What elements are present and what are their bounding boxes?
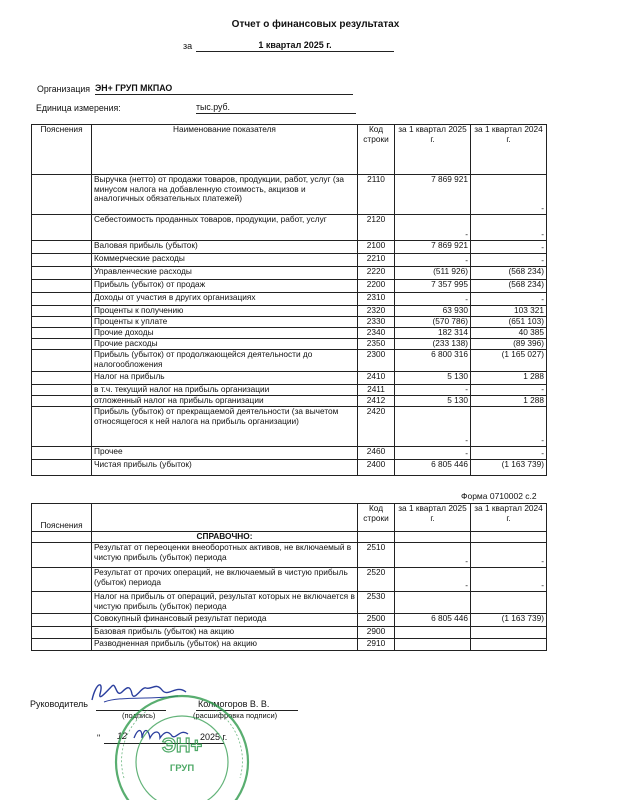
cell-prev: - [471, 241, 547, 254]
cell-code: 2220 [358, 267, 395, 280]
cell-name: Управленческие расходы [92, 267, 358, 280]
report-period: 1 квартал 2025 г. [196, 40, 394, 52]
cell-notes [32, 215, 92, 241]
ref-header-notes: Пояснения [32, 504, 92, 532]
ref_table-row [32, 568, 547, 592]
cell-name: Выручка (нетто) от продажи товаров, продукции, работ, услуг (за минусом налога на добавленную стоимость, акцизов и аналогичных обязательных платежей) [92, 175, 358, 215]
cell-prev: - [471, 215, 547, 241]
main_table-row [32, 280, 547, 293]
head-name: Колмогоров В. В. [198, 699, 270, 709]
cell-notes [32, 592, 92, 614]
cell-name: Результат от переоценки внеоборотных активов, не включаемый в чистую прибыль (убыток) периода [92, 543, 358, 568]
cell-name: Себестоимость проданных товаров, продукции, работ, услуг [92, 215, 358, 241]
cell-cur: - [395, 447, 471, 460]
period-prefix: за [183, 41, 193, 51]
ref_table-row [32, 543, 547, 568]
cell-name: Прочие расходы [92, 339, 358, 350]
cell-prev: - [471, 385, 547, 396]
ref_table-row [32, 627, 547, 639]
cell-name: Валовая прибыль (убыток) [92, 241, 358, 254]
signature-caption: (подпись) [122, 711, 156, 720]
header-name: Наименование показателя [92, 125, 358, 175]
cell-cur: - [395, 293, 471, 306]
cell-prev: 40 385 [471, 328, 547, 339]
ref_table-row [32, 592, 547, 614]
cell-notes [32, 627, 92, 639]
cell-name: Прибыль (убыток) от продолжающейся деятельности до налогообложения [92, 350, 358, 372]
cell-cur: 6 800 316 [395, 350, 471, 372]
cell-prev: (1 163 739) [471, 460, 547, 476]
cell-name: Коммерческие расходы [92, 254, 358, 267]
cell-code: 2460 [358, 447, 395, 460]
head-label: Руководитель [30, 699, 88, 709]
cell-name: Прочее [92, 447, 358, 460]
main_table-row [32, 385, 547, 396]
cell-prev: - [471, 447, 547, 460]
cell-notes [32, 175, 92, 215]
cell-prev: - [471, 293, 547, 306]
cell-notes [32, 280, 92, 293]
cell-notes [32, 568, 92, 592]
cell-cur: 7 869 921 [395, 241, 471, 254]
main_table-row [32, 460, 547, 476]
cell-notes [32, 350, 92, 372]
cell-code: 2110 [358, 175, 395, 215]
main_table-row [32, 372, 547, 385]
main_table-row [32, 254, 547, 267]
cell-notes [32, 267, 92, 280]
organization-name: ЭН+ ГРУП МКПАО [95, 83, 353, 95]
cell-code: 2120 [358, 215, 395, 241]
cell-notes [32, 407, 92, 447]
cell-notes [32, 254, 92, 267]
main_table-row [32, 293, 547, 306]
cell-code: 2330 [358, 317, 395, 328]
ref-section-prev [471, 532, 547, 543]
cell-code: 2411 [358, 385, 395, 396]
cell-code: 2410 [358, 372, 395, 385]
cell-prev: 103 321 [471, 306, 547, 317]
cell-notes [32, 241, 92, 254]
form-number: Форма 0710002 с.2 [461, 491, 537, 501]
reference-table [31, 503, 547, 651]
cell-code: 2210 [358, 254, 395, 267]
cell-prev: (1 163 739) [471, 614, 547, 627]
cell-cur: 6 805 446 [395, 614, 471, 627]
cell-cur: - [395, 215, 471, 241]
cell-code: 2412 [358, 396, 395, 407]
main_table-row [32, 267, 547, 280]
cell-cur: (233 138) [395, 339, 471, 350]
cell-code: 2200 [358, 280, 395, 293]
cell-code: 2340 [358, 328, 395, 339]
main-table-header [32, 125, 547, 175]
cell-prev: 1 288 [471, 372, 547, 385]
cell-cur: 7 869 921 [395, 175, 471, 215]
cell-cur: - [395, 385, 471, 396]
cell-cur: 5 130 [395, 372, 471, 385]
cell-name: в т.ч. текущий налог на прибыль организации [92, 385, 358, 396]
cell-prev [471, 592, 547, 614]
ref-header-code: Код строки [358, 504, 395, 532]
cell-prev: (568 234) [471, 267, 547, 280]
cell-code: 2300 [358, 350, 395, 372]
cell-name: Проценты к получению [92, 306, 358, 317]
cell-cur: 182 314 [395, 328, 471, 339]
cell-prev [471, 639, 547, 651]
cell-name: Базовая прибыль (убыток) на акцию [92, 627, 358, 639]
cell-code: 2520 [358, 568, 395, 592]
cell-name: Проценты к уплате [92, 317, 358, 328]
cell-notes [32, 639, 92, 651]
cell-prev: - [471, 568, 547, 592]
main_table-row [32, 175, 547, 215]
ref_table-row [32, 639, 547, 651]
date-day: 12 [117, 731, 128, 741]
ref-section-cur [395, 532, 471, 543]
cell-code: 2500 [358, 614, 395, 627]
cell-name: Доходы от участия в других организациях [92, 293, 358, 306]
cell-code: 2310 [358, 293, 395, 306]
cell-cur: - [395, 543, 471, 568]
stamp-logo-text: ЭН+ [161, 735, 203, 757]
ref-header-current-period: за 1 квартал 2025 г. [395, 504, 471, 532]
header-current-period: за 1 квартал 2025 г. [395, 125, 471, 175]
header-notes: Пояснения [32, 125, 92, 175]
cell-notes [32, 614, 92, 627]
cell-prev [471, 627, 547, 639]
cell-notes [32, 447, 92, 460]
financial-results-table [31, 124, 547, 476]
cell-cur [395, 592, 471, 614]
main_table-row [32, 306, 547, 317]
cell-code: 2510 [358, 543, 395, 568]
cell-name: Прибыль (убыток) от прекращаемой деятельности (за вычетом относящегося к ней налога на прибыль организации) [92, 407, 358, 447]
ref-table-header [32, 504, 547, 532]
stamp-group-text: ГРУП [169, 763, 195, 774]
cell-prev: - [471, 543, 547, 568]
cell-prev: 1 288 [471, 396, 547, 407]
cell-prev: - [471, 254, 547, 267]
cell-cur: - [395, 407, 471, 447]
unit-value: тыс.руб. [196, 102, 356, 114]
cell-notes [32, 317, 92, 328]
ref-header-empty [92, 504, 358, 532]
cell-notes [32, 328, 92, 339]
cell-notes [32, 460, 92, 476]
cell-cur: 5 130 [395, 396, 471, 407]
cell-name: Совокупный финансовый результат периода [92, 614, 358, 627]
cell-name: Чистая прибыль (убыток) [92, 460, 358, 476]
cell-notes [32, 306, 92, 317]
cell-notes [32, 396, 92, 407]
cell-prev: - [471, 407, 547, 447]
cell-code: 2400 [358, 460, 395, 476]
cell-cur: 6 805 446 [395, 460, 471, 476]
cell-prev: (89 396) [471, 339, 547, 350]
main_table-row [32, 350, 547, 372]
header-previous-period: за 1 квартал 2024 г. [471, 125, 547, 175]
cell-name: Результат от прочих операций, не включаемый в чистую прибыль (убыток) периода [92, 568, 358, 592]
cell-prev: - [471, 175, 547, 215]
ref-header-previous-period: за 1 квартал 2024 г. [471, 504, 547, 532]
cell-notes [32, 293, 92, 306]
main_table-row [32, 215, 547, 241]
date-year: 2025 г. [200, 732, 228, 742]
cell-code: 2910 [358, 639, 395, 651]
cell-code: 2900 [358, 627, 395, 639]
ref-section-notes [32, 532, 92, 543]
main_table-row [32, 407, 547, 447]
cell-code: 2350 [358, 339, 395, 350]
cell-cur: - [395, 254, 471, 267]
main_table-row [32, 339, 547, 350]
main_table-row [32, 328, 547, 339]
cell-notes [32, 385, 92, 396]
cell-cur: - [395, 568, 471, 592]
cell-code: 2100 [358, 241, 395, 254]
main_table-row [32, 317, 547, 328]
cell-notes [32, 372, 92, 385]
header-code: Код строки [358, 125, 395, 175]
cell-cur: 63 930 [395, 306, 471, 317]
cell-cur: 7 357 995 [395, 280, 471, 293]
cell-name: Прибыль (убыток) от продаж [92, 280, 358, 293]
main_table-row [32, 447, 547, 460]
main_table-row [32, 396, 547, 407]
company-stamp [108, 688, 256, 800]
cell-prev: (1 165 027) [471, 350, 547, 372]
cell-name: Налог на прибыль от операций, результат которых не включается в чистую прибыль (убыток) периода [92, 592, 358, 614]
ref_table-row [32, 614, 547, 627]
cell-notes [32, 543, 92, 568]
main_table-row [32, 241, 547, 254]
unit-label: Единица измерения: [36, 103, 121, 113]
cell-code: 2320 [358, 306, 395, 317]
cell-prev: (651 103) [471, 317, 547, 328]
cell-prev: (568 234) [471, 280, 547, 293]
cell-name: Прочие доходы [92, 328, 358, 339]
cell-name: Налог на прибыль [92, 372, 358, 385]
ref-section-code [358, 532, 395, 543]
name-caption: (расшифровка подписи) [193, 711, 278, 720]
cell-name: Разводненная прибыль (убыток) на акцию [92, 639, 358, 651]
cell-code: 2420 [358, 407, 395, 447]
report-title: Отчет о финансовых результатах [231, 19, 400, 30]
cell-cur: (511 926) [395, 267, 471, 280]
cell-cur [395, 627, 471, 639]
cell-notes [32, 339, 92, 350]
ref-section-title: СПРАВОЧНО: [92, 532, 358, 543]
cell-cur: (570 786) [395, 317, 471, 328]
organization-label: Организация [37, 84, 91, 94]
cell-code: 2530 [358, 592, 395, 614]
cell-cur [395, 639, 471, 651]
ref-section-row [32, 532, 547, 543]
date-open-quote: " [97, 733, 101, 743]
cell-name: отложенный налог на прибыль организации [92, 396, 358, 407]
